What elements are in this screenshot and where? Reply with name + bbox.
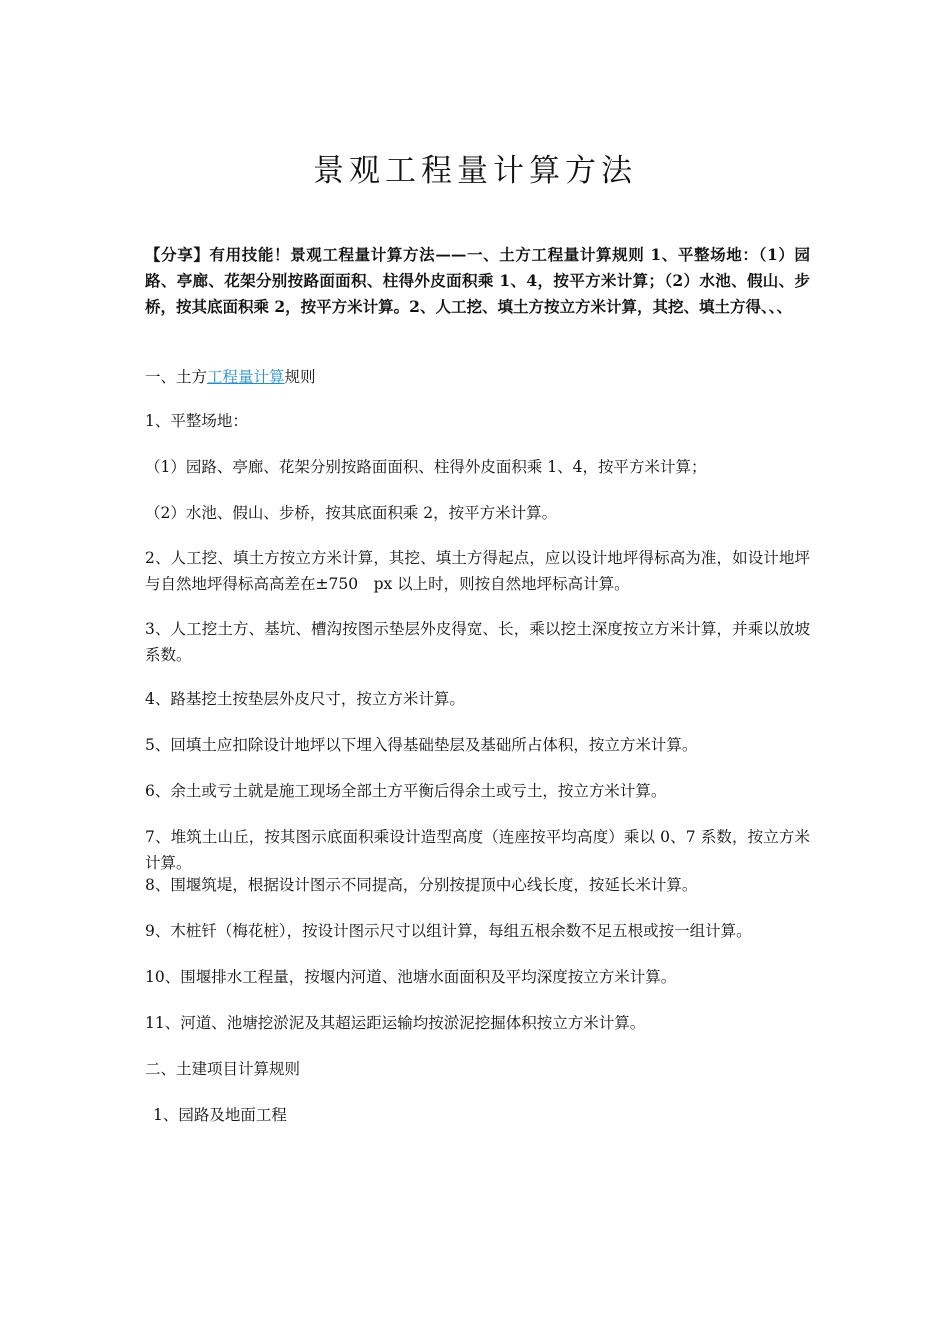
section-heading-2: 二、土建项目计算规则	[145, 1060, 301, 1078]
document-title: 景观工程量计算方法	[313, 153, 637, 189]
rule-1a: （1）园路、亭廊、花架分别按路面面积、柱得外皮面积乘 1、4，按平方米计算；	[145, 458, 707, 476]
rule-10: 10、围堰排水工程量，按堰内河道、池塘水面面积及平均深度按立方米计算。	[145, 968, 677, 986]
rule-6: 6、余土或亏土就是施工现场全部土方平衡后得余土或亏土，按立方米计算。	[145, 782, 667, 800]
section-heading-1-suffix: 规则	[284, 368, 316, 386]
rule-11: 11、河道、池塘挖淤泥及其超运距运输均按淤泥挖掘体积按立方米计算。	[145, 1014, 646, 1032]
subsection-1: 1、园路及地面工程	[153, 1106, 287, 1124]
rule-1b: （2）水池、假山、步桥，按其底面积乘 2，按平方米计算。	[145, 504, 558, 522]
rule-5: 5、回填土应扣除设计地坪以下埋入得基础垫层及基础所占体积，按立方米计算。	[145, 736, 698, 754]
engineering-calculation-link[interactable]: 工程量计算	[207, 368, 285, 386]
rule-3: 3、人工挖土方、基坑、槽沟按图示垫层外皮得宽、长，乘以挖土深度按立方米计算，并乘以放坡系数。	[145, 620, 810, 664]
rule-9: 9、木桩钎（梅花桩），按设计图示尺寸以组计算，每组五根余数不足五根或按一组计算。	[145, 922, 752, 940]
rule-2: 2、人工挖、填土方按立方米计算，其挖、填土方得起点，应以设计地坪得标高为准，如设计地坪与自然地坪得标高高差在±750 px 以上时，则按自然地坪标高计算。	[145, 549, 810, 593]
section-heading-1	[145, 364, 810, 390]
rule-7: 7、堆筑土山丘，按其图示底面积乘设计造型高度（连座按平均高度）乘以 0、7 系数，按立方米计算。	[145, 828, 810, 872]
rule-1: 1、平整场地：	[145, 412, 248, 430]
rule-4: 4、路基挖土按垫层外皮尺寸，按立方米计算。	[145, 690, 465, 708]
section-heading-1-prefix: 一、土方	[145, 368, 208, 386]
rule-8: 8、围堰筑堤，根据设计图示不同提高，分别按提顶中心线长度，按延长米计算。	[145, 876, 698, 894]
intro-summary: 【分享】有用技能！景观工程量计算方法——一、土方工程量计算规则 1、平整场地：（1）园路、亭廊、花架分别按路面面积、柱得外皮面积乘 1、4，按平方米计算；（2）水池、假山、步桥，按其底面积乘 2，按平方米计算。2、人工挖、填土方按立方米计算，其挖、填土方得、、、	[145, 245, 810, 316]
